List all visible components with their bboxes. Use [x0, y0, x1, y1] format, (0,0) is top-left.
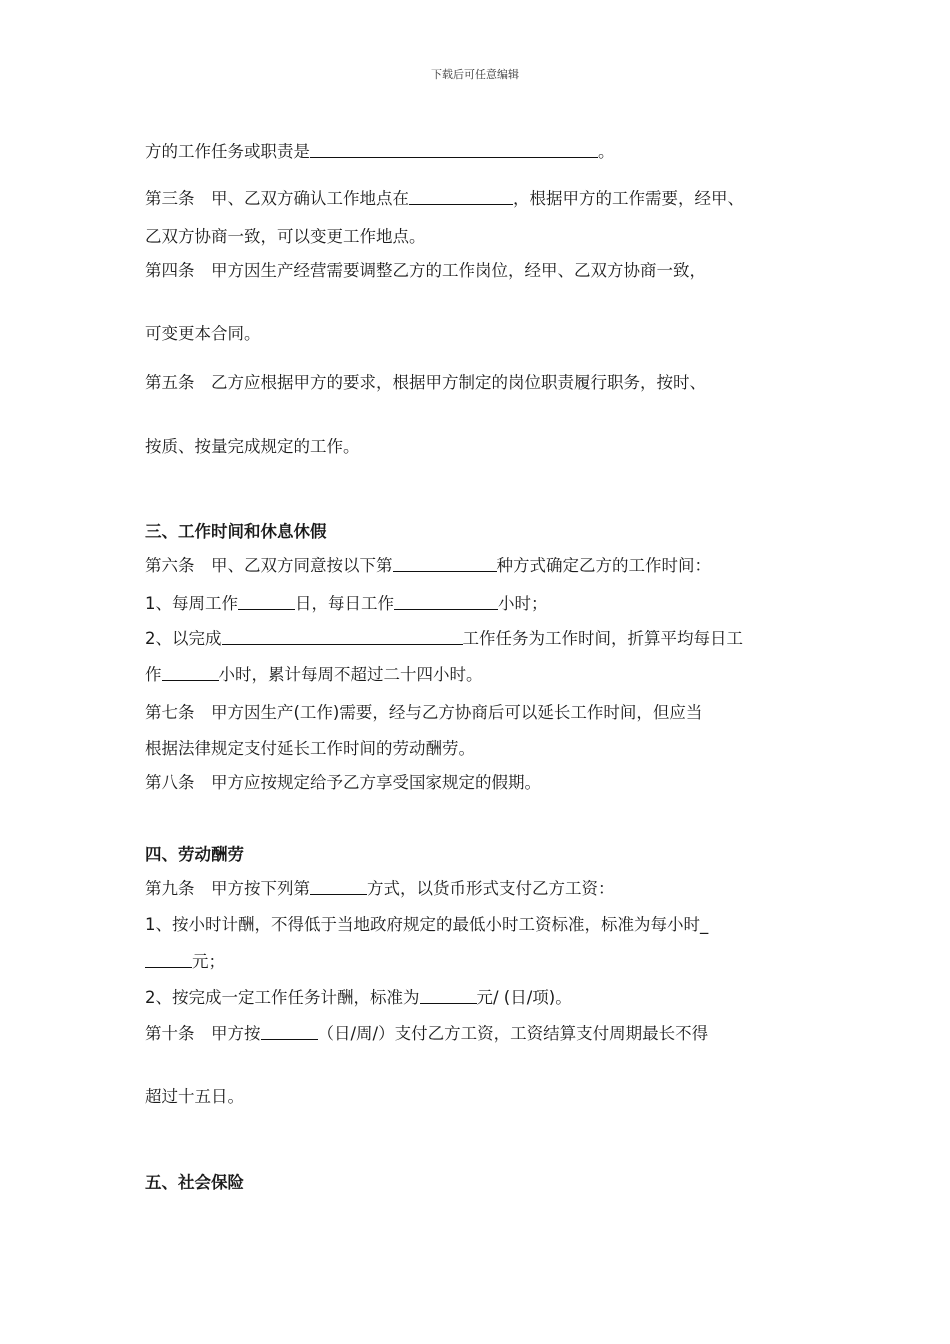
article-5-line: 第五条 乙方应根据甲方的要求，根据甲方制定的岗位职责履行职务，按时、	[145, 373, 706, 392]
section-heading-4: 四、劳动酬劳	[145, 845, 244, 864]
blank-field	[310, 878, 367, 895]
blank-field	[409, 188, 513, 205]
text-line: 元；	[145, 951, 225, 973]
text-line: 乙双方协商一致，可以变更工作地点。	[145, 227, 426, 246]
blank-field	[222, 628, 463, 645]
text-line: 1、每周工作 日，每日工作 小时；	[145, 594, 548, 613]
article-10-line: 第十条 甲方按 （日/周/）支付乙方工资，工资结算支付周期最长不得	[145, 1024, 709, 1043]
article-6-line: 第六条 甲、乙双方同意按以下第 种方式确定乙方的工作时间：	[145, 556, 711, 575]
blank-field	[238, 593, 295, 610]
section-heading-3: 三、工作时间和休息休假	[145, 522, 327, 541]
blank-field	[393, 555, 497, 572]
blank-field	[394, 593, 498, 610]
text-line: 按质、按量完成规定的工作。	[145, 437, 360, 456]
blank-field	[261, 1023, 318, 1040]
blank-field	[310, 141, 598, 158]
article-4-line: 第四条 甲方因生产经营需要调整乙方的工作岗位，经甲、乙双方协商一致，	[145, 261, 706, 280]
text-line: 可变更本合同。	[145, 324, 261, 343]
article-7-line: 第七条 甲方因生产(工作)需要，经与乙方协商后可以延长工作时间，但应当	[145, 703, 703, 722]
blank-field	[162, 664, 219, 681]
text-line: 1、按小时计酬，不得低于当地政府规定的最低小时工资标准，标准为每小时_	[145, 915, 709, 934]
article-9-line: 第九条 甲方按下列第 方式，以货币形式支付乙方工资：	[145, 879, 615, 898]
page-header: 下载后可任意编辑	[431, 68, 519, 81]
blank-field	[145, 951, 192, 968]
text-line: 根据法律规定支付延长工作时间的劳动酬劳。	[145, 739, 475, 758]
blank-field	[420, 987, 477, 1004]
text-line: 2、以完成 工作任务为工作时间，折算平均每日工	[145, 629, 743, 648]
text-line: 方的工作任务或职责是 。	[145, 142, 615, 161]
text-line: 2、按完成一定工作任务计酬，标准为 元/ (日/项)。	[145, 988, 572, 1007]
article-8-line: 第八条 甲方应按规定给予乙方享受国家规定的假期。	[145, 773, 541, 792]
article-3-line: 第三条 甲、乙双方确认工作地点在 ，根据甲方的工作需要，经甲、	[145, 189, 744, 208]
text-line: 超过十五日。	[145, 1087, 244, 1106]
text-line: 作 小时，累计每周不超过二十四小时。	[145, 665, 483, 684]
section-heading-5: 五、社会保险	[145, 1173, 244, 1192]
